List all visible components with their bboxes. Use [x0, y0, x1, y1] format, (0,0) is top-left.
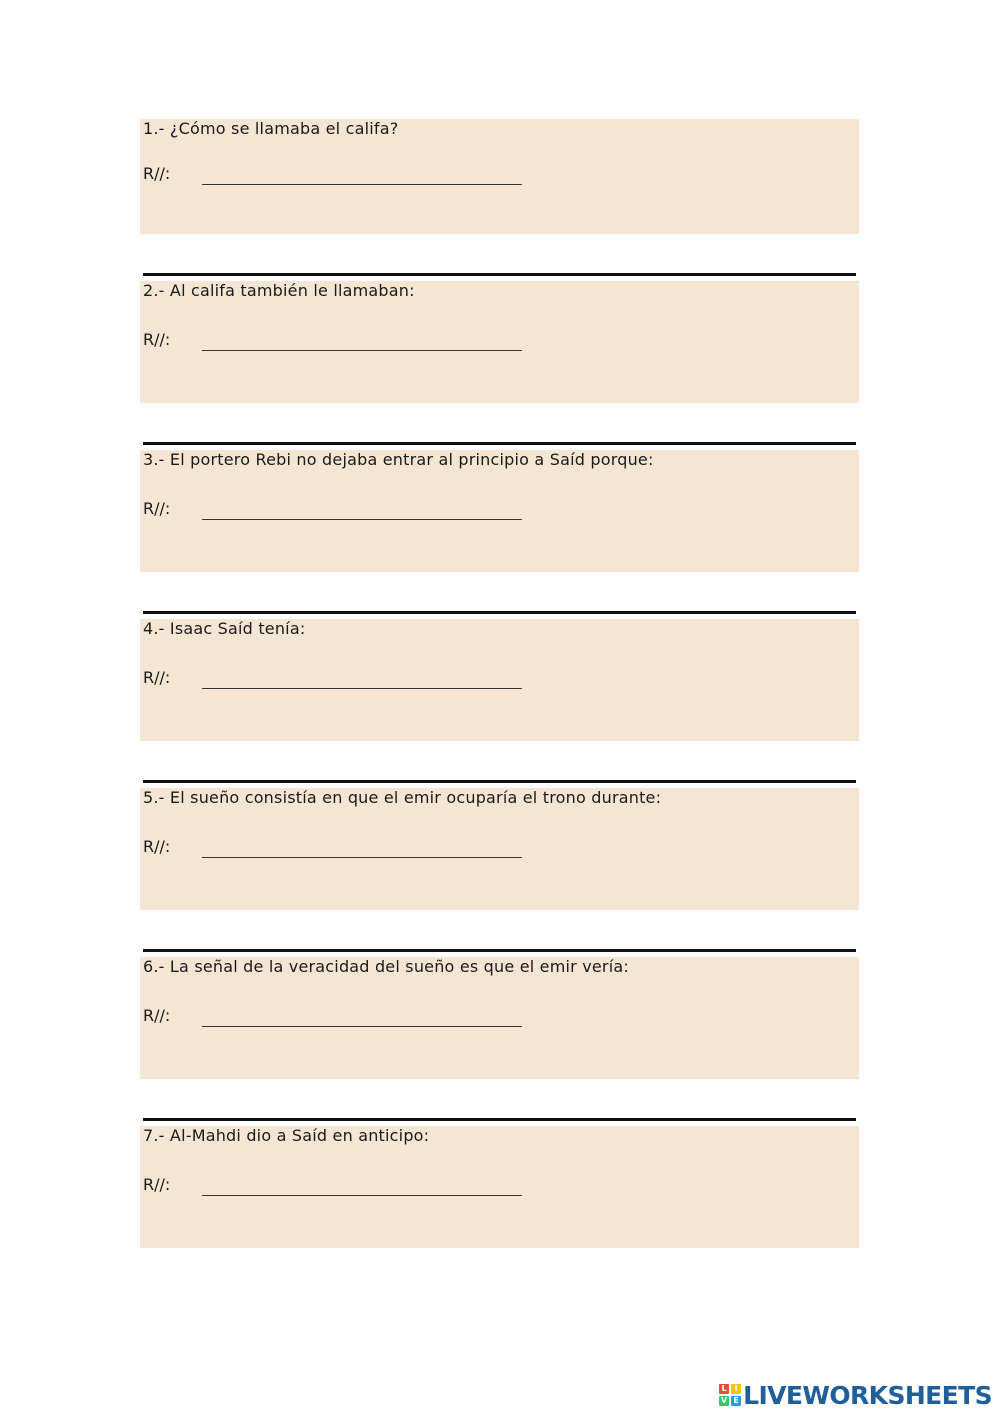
logo-icon	[719, 1384, 741, 1406]
answer-label: R//:	[143, 1175, 171, 1194]
logo-text: LIVEWORKSHEETS	[743, 1380, 992, 1410]
answer-input-3[interactable]	[202, 499, 522, 520]
separator-line	[143, 611, 856, 614]
question-box-7	[140, 1126, 859, 1248]
answer-label: R//:	[143, 1006, 171, 1025]
answer-input-4[interactable]	[202, 668, 522, 689]
answer-label: R//:	[143, 837, 171, 856]
separator-line	[143, 1118, 856, 1121]
liveworksheets-logo	[719, 1382, 992, 1408]
logo-icon-tile: V	[721, 1396, 728, 1405]
question-text: 3.- El portero Rebi no dejaba entrar al principio a Saíd porque:	[143, 450, 654, 469]
answer-input-5[interactable]	[202, 837, 522, 858]
answer-input-7[interactable]	[202, 1175, 522, 1196]
question-text: 7.- Al-Mahdi dio a Saíd en anticipo:	[143, 1126, 430, 1145]
question-box-4	[140, 619, 859, 741]
question-box-1	[140, 119, 859, 234]
logo-icon-tile: I	[731, 1384, 741, 1394]
separator-line	[143, 780, 856, 783]
answer-label: R//:	[143, 164, 171, 183]
logo-icon-tile: L	[719, 1384, 729, 1394]
question-text: 4.- Isaac Saíd tenía:	[143, 619, 306, 638]
answer-label: R//:	[143, 668, 171, 687]
separator-line	[143, 273, 856, 276]
answer-input-1[interactable]	[202, 164, 522, 185]
separator-line	[143, 442, 856, 445]
question-text: 2.- Al califa también le llamaban:	[143, 281, 415, 300]
answer-label: R//:	[143, 330, 171, 349]
answer-input-2[interactable]	[202, 330, 522, 351]
question-box-6	[140, 957, 859, 1079]
question-box-2	[140, 281, 859, 403]
answer-label: R//:	[143, 499, 171, 518]
question-text: 5.- El sueño consistía en que el emir ocuparía el trono durante:	[143, 788, 662, 807]
separator-line	[143, 949, 856, 952]
question-box-5	[140, 788, 859, 910]
question-text: 6.- La señal de la veracidad del sueño es que el emir vería:	[143, 957, 629, 976]
question-text: 1.- ¿Cómo se llamaba el califa?	[143, 119, 399, 138]
answer-input-6[interactable]	[202, 1006, 522, 1027]
question-box-3	[140, 450, 859, 572]
logo-icon-tile: E	[731, 1396, 741, 1406]
